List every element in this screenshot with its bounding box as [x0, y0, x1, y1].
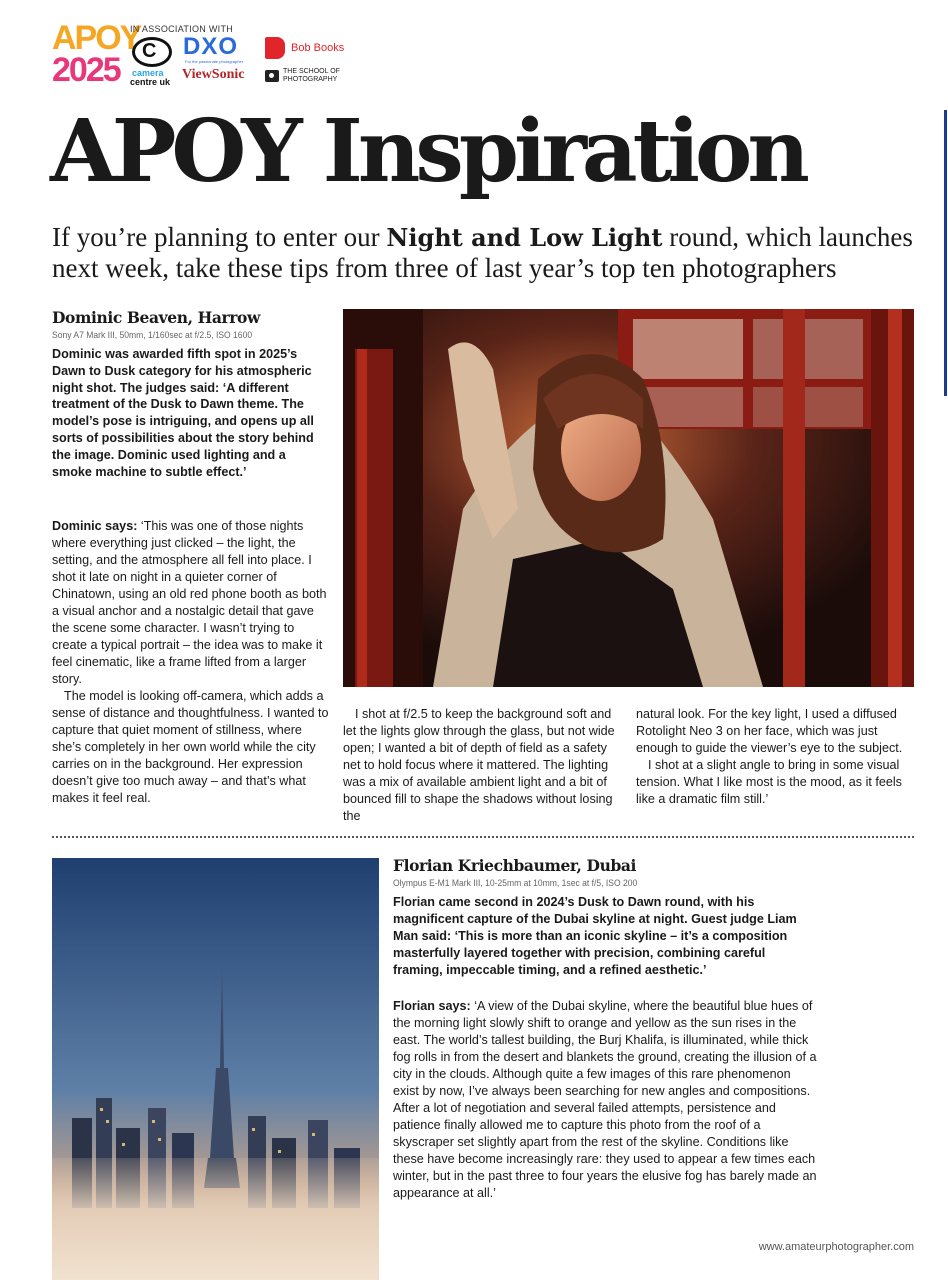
camera-icon: [265, 70, 279, 82]
night-portrait-photo: [343, 309, 914, 687]
photographer-name: Florian Kriechbaumer, Dubai: [393, 856, 637, 875]
camera-settings: Sony A7 Mark III, 50mm, 1/160sec at f/2.5, ISO 1600: [52, 330, 253, 341]
body-paragraph: I shot at f/2.5 to keep the background soft and let the lights glow through the glass, but not wide open; I wanted a bit of depth of field as a safety net to hold focus where it mattered. The lighting was a mix of available ambient light and a bit of bounced fill to shape the shadows without losing the: [343, 707, 615, 823]
apoy-letters: APOY: [52, 19, 141, 57]
body-paragraph: Dominic says: ‘This was one of those nights where everything just clicked – the light, the setting, and the atmosphere all fell into place. I shot it late on night in a quieter corner of Chinatown, using an old red phone booth as both a visual anchor and a nostalgic detail that gave the scene some character. I wasn’t trying to create a typical portrait – the idea was to make it feel cinematic, like a frame lifted from a larger story.: [52, 519, 327, 686]
dxo-logo: DXO: [183, 33, 239, 60]
dubai-skyline-image: [52, 858, 379, 1280]
body-column-4: [393, 998, 818, 1202]
says-label: Florian says:: [393, 999, 471, 1013]
website-url: www.amateurphotographer.com: [758, 1241, 914, 1253]
bob-books-text: Bob Books: [291, 42, 345, 54]
dxo-tagline: For the passionate photographer: [185, 59, 244, 64]
page-edge-rule: [944, 110, 947, 396]
apoy-year: 2025: [52, 51, 120, 89]
camera-centre-uk-logo: C camera centre uk: [130, 37, 178, 87]
school-of-photography-logo: [265, 68, 355, 86]
camera-centre-word-1: camera: [132, 68, 164, 78]
page-title: APOY Inspiration: [50, 101, 805, 202]
apoy-2025-logo: [52, 19, 141, 89]
body-paragraph: The model is looking off-camera, which adds a sense of distance and thoughtfulness. I wanted to capture that quiet moment of stillness, where she’s completely in her own world while the city carries on in the background. Her expression doesn’t give too much away – and that’s what makes it feel real.: [52, 689, 329, 805]
body-column-2: [343, 706, 617, 825]
association-label: IN ASSOCIATION WITH: [130, 24, 234, 34]
section-divider: [52, 836, 914, 838]
entry-intro: Florian came second in 2024’s Dusk to Dawn round, with his magnificent capture of the Dubai skyline at night. Guest judge Liam Man said: ‘This is more than an iconic skyline – it’s a composition masterfully layered together with precision, combining careful framing, impeccable timing, and a refined aesthetic.’: [393, 895, 797, 977]
photographer-name: Dominic Beaven, Harrow: [52, 308, 260, 327]
bob-books-mark-icon: [265, 37, 285, 59]
body-paragraph: natural look. For the key light, I used a diffused Rotolight Neo 3 on her face, which was just enough to guide the viewer’s eye to the subject.: [636, 707, 903, 755]
dubai-skyline-photo: [52, 858, 379, 1280]
night-portrait-image: [343, 309, 914, 687]
standfirst: If you’re planning to enter our Night and Low Light round, which launches next week, take these tips from three of last year’s top ten photographers: [52, 222, 913, 283]
entry-intro: Dominic was awarded fifth spot in 2025’s Dawn to Dusk category for his atmospheric night shot. The judges said: ‘A different treatment of the Dusk to Dawn theme. The model’s pose is intriguing, and opens up all sorts of possibilities about the story behind the image. Dominic used lighting and a smoke machine to subtle effect.’: [52, 347, 314, 479]
apoy-logo-year: [52, 51, 126, 89]
says-label: Dominic says:: [52, 519, 138, 533]
camera-centre-word-2: centre uk: [130, 77, 171, 87]
apoy-logo-word: [52, 19, 141, 57]
body-paragraph: Florian says: ‘A view of the Dubai skyline, where the beautiful blue hues of the morning light slowly shift to orange and yellow as the sun rises in the east. The world’s tallest building, the Burj Khalifa, is illuminated, while thick fog rolls in from the desert and blankets the ground, creating the illusion of a city in the clouds. Although quite a few images of this rare phenomenon exist by now, I’ve always been searching for new angles and compositions. After a lot of negotiation and several failed attempts, persistence and patience finally allowed me to capture this photo from the roof of a skyscraper set slightly apart from the rest of the skyline. Conditions like these have become increasingly rare: they used to appear a few times each winter, but in the past three to four years the elusive fog has barely made an appearance at all.’: [393, 999, 817, 1200]
body-column-3: [636, 706, 910, 808]
body-paragraph: I shot at a slight angle to bring in some visual tension. What I like most is the mood, as it feels like a dramatic film still.’: [636, 758, 902, 806]
school-of-photography-text: THE SCHOOL OF PHOTOGRAPHY: [283, 68, 340, 83]
viewsonic-logo: ViewSonic: [182, 67, 245, 82]
camera-settings: Olympus E-M1 Mark III, 10-25mm at 10mm, 1sec at f/5, ISO 200: [393, 878, 638, 889]
round-name: Night and Low Light: [386, 223, 663, 252]
body-column-1: [52, 518, 332, 807]
